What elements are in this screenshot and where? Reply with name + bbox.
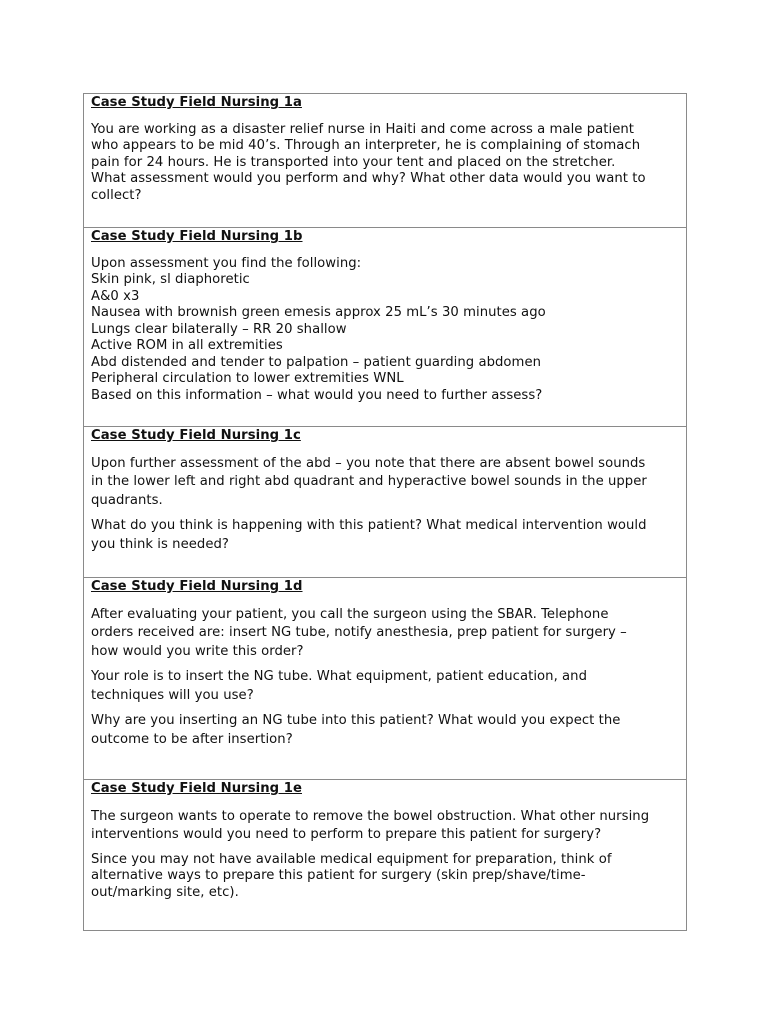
case-study-table — [83, 93, 687, 931]
case-cell-1d — [84, 577, 686, 779]
case-paragraph: The surgeon wants to operate to remove the bowel obstruction. What other nursing interventions would you need to perform to prepare this patient for surgery? — [91, 808, 650, 842]
case-title: Case Study Field Nursing 1b — [91, 229, 303, 244]
case-paragraph: Why are you inserting an NG tube into this patient? What would you expect the outcome to be after insertion? — [91, 713, 621, 747]
case-paragraph: Upon assessment you find the following: Skin pink, sl diaphoretic A&0 x3 Nausea with brownish green emesis approx 25 mL’s 30 minutes ago Lungs clear bilaterally – RR 20 shallow Active ROM in all extremities Abd distended and tender to palpation – patient guarding abdomen Peripheral circulation to lower extremities WNL Based on this information – what would you need to further assess? — [91, 255, 546, 403]
case-paragraph: Upon further assessment of the abd – you note that there are absent bowel sounds in the lower left and right abd quadrant and hyperactive bowel sounds in the upper quadrants. — [91, 455, 647, 508]
case-cell-1a — [84, 94, 686, 227]
case-cell-1e — [84, 779, 686, 930]
case-title: Case Study Field Nursing 1e — [91, 781, 302, 796]
case-paragraph: After evaluating your patient, you call the surgeon using the SBAR. Telephone orders received are: insert NG tube, notify anesthesia, prep patient for surgery – how would you write this order? — [91, 606, 627, 659]
case-cell-1b — [84, 227, 686, 426]
case-title: Case Study Field Nursing 1a — [91, 95, 302, 110]
case-paragraph: You are working as a disaster relief nurse in Haiti and come across a male patient who appears to be mid 40’s. Through an interpreter, he is complaining of stomach pain for 24 hours. He is transported into your tent and placed on the stretcher. What assessment would you perform and why? What other data would you want to collect? — [91, 121, 646, 203]
case-title: Case Study Field Nursing 1d — [91, 579, 303, 594]
case-paragraph: Your role is to insert the NG tube. What equipment, patient education, and techniques will you use? — [91, 669, 588, 703]
case-paragraph: Since you may not have available medical equipment for preparation, think of alternative ways to prepare this patient for surgery (skin prep/shave/time- out/marking site, etc). — [91, 851, 612, 900]
case-paragraph: What do you think is happening with this patient? What medical intervention would you think is needed? — [91, 518, 647, 552]
case-cell-1c — [84, 426, 686, 577]
case-title: Case Study Field Nursing 1c — [91, 428, 301, 443]
